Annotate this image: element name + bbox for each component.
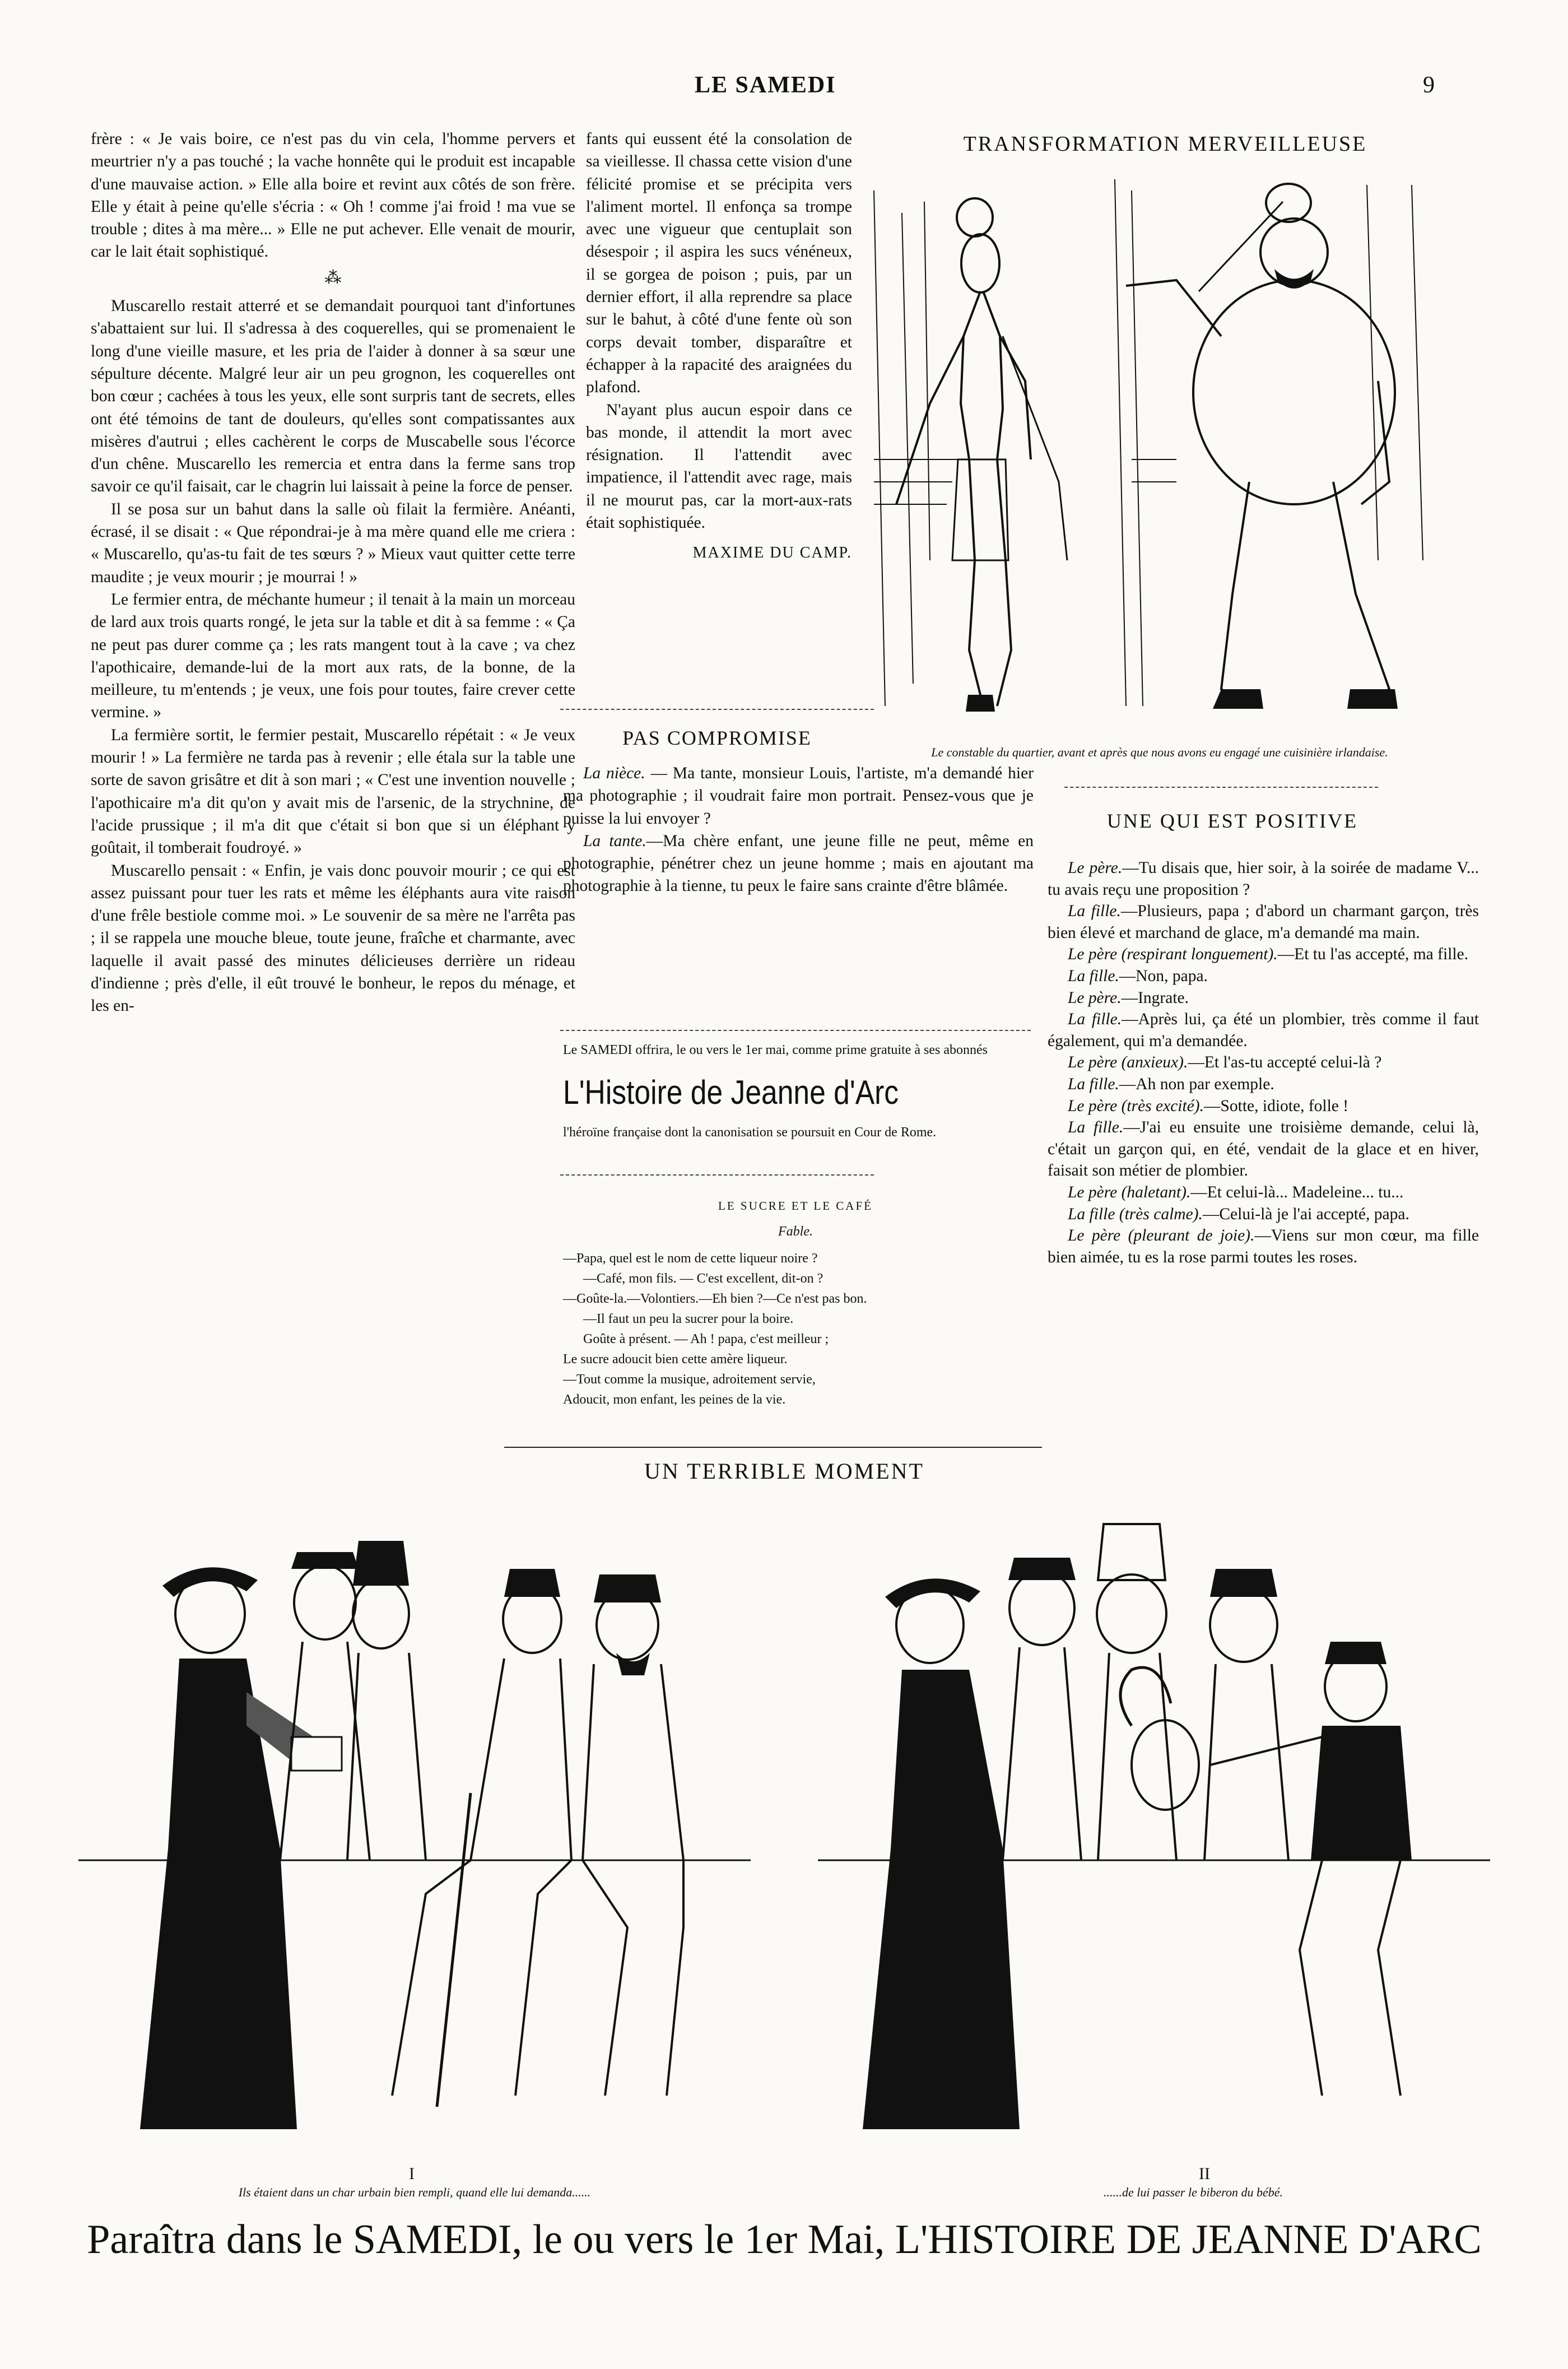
fable-title: LE SUCRE ET LE CAFÉ bbox=[718, 1199, 873, 1213]
fable-text bbox=[563, 1248, 1034, 1410]
author-signature: MAXIME DU CAMP. bbox=[692, 544, 852, 562]
divider bbox=[560, 1030, 1031, 1031]
line-text: —Sotte, idiote, folle ! bbox=[1204, 1097, 1349, 1115]
divider bbox=[560, 1174, 874, 1176]
line-text: —Ma chère enfant, une jeune fille ne peut, même en photographie, pénétrer chez un jeune homme ; mais en ajoutant ma photographie à la tienne, tu peux le faire sans crainte d'être blâmée. bbox=[563, 832, 1034, 895]
une-qui-est-positive-text bbox=[1048, 857, 1479, 1268]
column-2 bbox=[586, 128, 852, 565]
speaker: Le père. bbox=[1068, 988, 1122, 1007]
speaker: La fille. bbox=[1068, 1010, 1122, 1029]
promo-title: L'Histoire de Jeanne d'Arc bbox=[563, 1074, 899, 1111]
dialogue-line bbox=[1048, 1095, 1479, 1117]
speaker: La fille. bbox=[1068, 967, 1119, 985]
illustration-number-1: I bbox=[409, 2164, 415, 2183]
fable-line: —Goûte-la.—Volontiers.—Eh bien ?—Ce n'est pas bon. bbox=[563, 1292, 867, 1306]
dialogue-line bbox=[563, 762, 1034, 830]
fable-line: —Papa, quel est le nom de cette liqueur noire ? bbox=[563, 1251, 818, 1266]
dialogue-line bbox=[1048, 1204, 1479, 1225]
speaker: La fille. bbox=[1068, 1118, 1124, 1137]
terrible-caption-1: Ils étaient dans un char urbain bien rempli, quand elle lui demanda...... bbox=[238, 2185, 591, 2199]
paragraph: N'ayant plus aucun espoir dans ce bas monde, il attendit la mort avec résignation. Il l'attendit avec impatience, il l'attendit avec rage, mais il ne mourut pas, car la mort-aux-rats était sophistiquée. bbox=[586, 401, 852, 532]
speaker: Le père (très excité). bbox=[1068, 1097, 1204, 1115]
paragraph: Muscarello pensait : « Enfin, je vais donc pouvoir mourir ; ce qui est assez puissant pour tuer les rats et même les éléphants aura vite raison d'une frêle bestiole comme moi. » Le souvenir de sa mère ne l'arrêta pas ; il se rappela une mouche bleue, toute jeune, fraîche et charmante, avec laquelle il avait passé des minutes délicieuses derrière un rideau d'indienne ; près d'elle, il eût trouvé le bonheur, le repos du ménage, et les en- bbox=[91, 861, 575, 1015]
speaker: Le père. bbox=[1068, 859, 1123, 877]
line-text: —Celui-là je l'ai accepté, papa. bbox=[1202, 1205, 1409, 1223]
line-text: —Plusieurs, papa ; d'abord un charmant garçon, très bien élevé et marchand de glace, m'a demandé ma main. bbox=[1048, 902, 1479, 942]
paragraph: frère : « Je vais boire, ce n'est pas du vin cela, l'homme pervers et meurtrier n'y a pas touché ; la vache honnête qui le produit est incapable d'une mauvaise action. » Elle alla boire et revint aux côtés de son frère. Elle y était à peine qu'elle s'écria : « Oh ! comme j'ai froid ! ma vue se trouble ; dites à ma mère... » Elle ne put achever. Elle venait de mourir, car le lait était sophistiqué. bbox=[91, 130, 575, 261]
footer-announcement: Paraîtra dans le SAMEDI, le ou vers le 1er Mai, L'HISTOIRE DE JEANNE D'ARC bbox=[87, 2217, 1482, 2263]
speaker: La fille. bbox=[1068, 1075, 1119, 1093]
line-text: —Tu disais que, hier soir, à la soirée de madame V... tu avais reçu une proposition ? bbox=[1048, 859, 1479, 899]
newspaper-title: LE SAMEDI bbox=[695, 72, 836, 98]
illustration-number-2: II bbox=[1199, 2164, 1210, 2183]
line-text: —Après lui, ça été un plombier, très comme il faut également, qui m'a demandée. bbox=[1048, 1010, 1479, 1050]
paragraph: Muscarello restait atterré et se demandait pourquoi tant d'infortunes s'abattaient sur lui. Il s'adressa à des coquerelles, qui se promenaient le long d'une vieille masure, et les pria de l'aider à donner à sa sœur une sépulture décente. Malgré leur air un peu grognon, les coquerelles ont bon cœur ; cachées à tous les yeux, elle sont surpris tant de secrets, elles ont été témoins de tant de douleurs, qu'elles sont compatissantes aux misères d'autrui ; elles cachèrent le corps de Muscabelle sous l'écorce d'un chêne. Muscarello les remercia et entra dans la ferme sans trop savoir ce qu'il faisait, car le chagrin lui laissait à peine la force de penser. bbox=[91, 297, 575, 496]
transformation-caption: Le constable du quartier, avant et après que nous avons eu engagé une cuisinière irlandaise. bbox=[931, 745, 1388, 759]
paragraph: Il se posa sur un bahut dans la salle où filait la fermière. Anéanti, écrasé, il se disait : « Que répondrai-je à ma mère quand elle me criera : « Muscarello, qu'as-tu fait de tes sœurs ? » Mieux vaut quitter cette terre maudite ; je veux mourir ; je mourrai ! » bbox=[91, 500, 575, 586]
dialogue-line bbox=[1048, 1074, 1479, 1095]
section-stars: ⁂ bbox=[324, 268, 342, 287]
promo-subtitle: l'héroïne française dont la canonisation se poursuit en Cour de Rome. bbox=[563, 1125, 937, 1140]
dialogue-line bbox=[1048, 1052, 1479, 1074]
page-number: 9 bbox=[1423, 72, 1436, 98]
section-title-terrible-moment: UN TERRIBLE MOMENT bbox=[644, 1458, 924, 1484]
divider bbox=[1064, 787, 1378, 788]
fable-line: —Il faut un peu la sucrer pour la boire. bbox=[583, 1312, 794, 1326]
constable-illustration bbox=[863, 168, 1468, 740]
dialogue-line bbox=[1048, 900, 1479, 944]
paragraph: La fermière sortit, le fermier pestait, Muscarello répétait : « Je veux mourir ! » La fermière ne tarda pas à revenir ; elle étala sur la table une sorte de savon grisâtre et dit à son mari ; « C'est une invention nouvelle ; l'apothicaire m'a dit qu'on y avait mis de l'arsenic, de la strychnine, de l'acide prussique ; il m'a dit que c'était si bon que si un éléphant y goûtait, il tomberait foudroyé. » bbox=[91, 726, 575, 857]
streetcar-illustration-1 bbox=[78, 1502, 751, 2163]
pas-compromise-text bbox=[563, 762, 1034, 898]
speaker: La tante. bbox=[583, 832, 646, 850]
line-text: —Viens sur mon cœur, ma fille bien aimée, tu es la rose parmi toutes les roses. bbox=[1048, 1227, 1479, 1266]
dialogue-line bbox=[1048, 965, 1479, 987]
fable-line: —Tout comme la musique, adroitement servie, bbox=[563, 1372, 816, 1387]
line-text: —Et tu l'as accepté, ma fille. bbox=[1277, 945, 1469, 964]
terrible-caption-2: ......de lui passer le biberon du bébé. bbox=[1104, 2185, 1283, 2199]
speaker: La fille. bbox=[1068, 902, 1121, 921]
speaker: La fille (très calme). bbox=[1068, 1205, 1203, 1223]
fable-line: —Café, mon fils. — C'est excellent, dit-on ? bbox=[583, 1271, 823, 1286]
line-text: —Et celui-là... Madeleine... tu... bbox=[1190, 1183, 1404, 1201]
speaker: Le père (respirant longuement). bbox=[1068, 945, 1278, 964]
fable-subtitle: Fable. bbox=[778, 1224, 813, 1239]
fable-line: Goûte à présent. — Ah ! papa, c'est meilleur ; bbox=[583, 1332, 829, 1346]
fable-line: Adoucit, mon enfant, les peines de la vie. bbox=[563, 1392, 786, 1407]
fable-line: Le sucre adoucit bien cette amère liqueur. bbox=[563, 1352, 788, 1367]
section-title-transformation: TRANSFORMATION MERVEILLEUSE bbox=[963, 132, 1367, 156]
dialogue-line bbox=[1048, 944, 1479, 965]
dialogue-line bbox=[1048, 987, 1479, 1009]
dialogue-line bbox=[1048, 1182, 1479, 1204]
divider bbox=[560, 709, 874, 710]
paragraph: Le fermier entra, de méchante humeur ; il tenait à la main un morceau de lard aux trois quarts rongé, le jeta sur la table et dit à sa femme : « Ça ne peut pas durer comme ça ; les rats mangent tout à la cave ; va chez l'apothicaire, demande-lui de la mort aux rats, de la bonne, de la meilleure, tu m'entends ; je veux, une fois pour toutes, faire crever cette vermine. » bbox=[91, 590, 575, 722]
speaker: La nièce. bbox=[583, 764, 645, 782]
line-text: — Ma tante, monsieur Louis, l'artiste, m'a demandé hier ma photographie ; il voudrait faire mon portrait. Pensez-vous que je puisse la lui envoyer ? bbox=[563, 764, 1034, 828]
streetcar-illustration-2 bbox=[818, 1502, 1490, 2163]
line-text: —Ah non par exemple. bbox=[1119, 1075, 1274, 1093]
speaker: Le père (haletant). bbox=[1068, 1183, 1191, 1201]
dialogue-line bbox=[1048, 1225, 1479, 1268]
paragraph: fants qui eussent été la consolation de sa vieillesse. Il chassa cette vision d'une félicité promise et se précipita vers l'aliment mortel. Il enfonça sa trompe avec une vigueur que centuplait son désespoir ; il aspira les sucs vénéneux, il se gorgea de poison ; puis, par un dernier effort, il alla reprendre sa place sur le bahut, à côté d'une fente où son corps devait tomber, disparaître et échapper à la rapacité des araignées du plafond. bbox=[586, 130, 852, 397]
line-text: —Non, papa. bbox=[1119, 967, 1208, 985]
section-title-pas-compromise: PAS COMPROMISE bbox=[622, 727, 812, 749]
speaker: Le père (anxieux). bbox=[1068, 1053, 1188, 1072]
dialogue-line bbox=[563, 830, 1034, 898]
dialogue-line bbox=[1048, 857, 1479, 900]
dialogue-line bbox=[1048, 1117, 1479, 1182]
promo-text: Le SAMEDI offrira, le ou vers le 1er mai, comme prime gratuite à ses abonnés bbox=[563, 1043, 988, 1057]
section-title-une-qui-est-positive: UNE QUI EST POSITIVE bbox=[1106, 810, 1358, 832]
line-text: —Ingrate. bbox=[1121, 988, 1189, 1007]
divider bbox=[504, 1447, 1042, 1448]
speaker: Le père (pleurant de joie). bbox=[1068, 1227, 1255, 1245]
line-text: —Et l'as-tu accepté celui-là ? bbox=[1188, 1053, 1382, 1072]
line-text: —J'ai eu ensuite une troisième demande, celui là, c'était un garçon qui, en été, vendait de la glace et en hiver, faisait son métier de plombier. bbox=[1048, 1118, 1479, 1180]
dialogue-line bbox=[1048, 1009, 1479, 1052]
column-1 bbox=[91, 128, 575, 1018]
